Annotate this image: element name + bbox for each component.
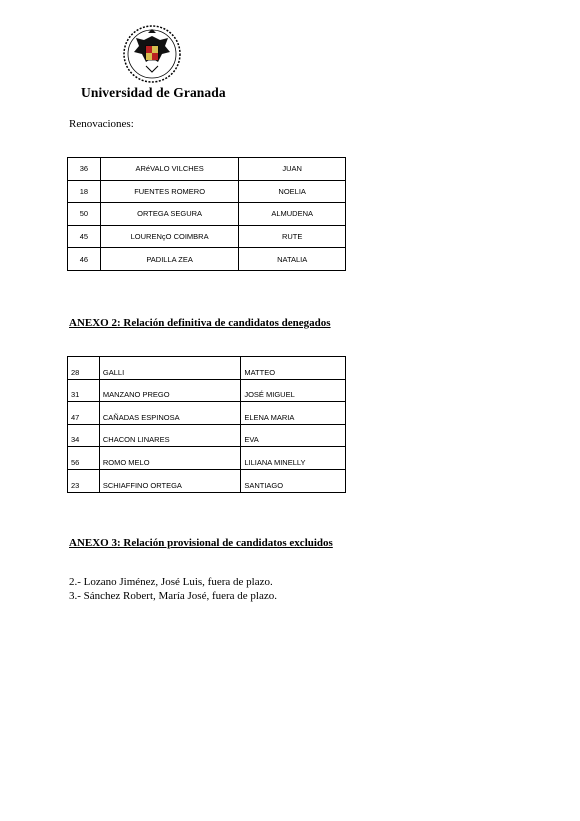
row-number: 47	[68, 402, 100, 425]
row-surname: GALLI	[99, 357, 240, 380]
row-surname: LOURENçO COIMBRA	[100, 225, 238, 248]
row-name: NOELIA	[239, 180, 346, 203]
row-surname: CHACON LINARES	[99, 424, 240, 447]
table-row	[68, 447, 346, 470]
table-row	[68, 225, 346, 248]
row-number: 56	[68, 447, 100, 470]
row-surname: SCHIAFFINO ORTEGA	[99, 469, 240, 492]
anexo-3-heading: ANEXO 3: Relación provisional de candidatos excluidos	[69, 537, 333, 549]
row-number: 45	[68, 225, 101, 248]
row-number: 34	[68, 424, 100, 447]
table-row	[68, 158, 346, 181]
row-name: JUAN	[239, 158, 346, 181]
row-surname: ORTEGA SEGURA	[100, 203, 238, 226]
renovaciones-table	[67, 157, 346, 271]
table-row	[68, 357, 346, 380]
table-row	[68, 469, 346, 492]
row-number: 46	[68, 248, 101, 271]
list-item: 2.- Lozano Jiménez, José Luis, fuera de plazo.	[69, 576, 273, 588]
table-row	[68, 402, 346, 425]
row-surname: ARéVALO VILCHES	[100, 158, 238, 181]
table-row	[68, 379, 346, 402]
anexo-2-heading: ANEXO 2: Relación definitiva de candidatos denegados	[69, 317, 331, 329]
row-number: 18	[68, 180, 101, 203]
university-coat-of-arms-icon	[122, 24, 182, 84]
row-number: 23	[68, 469, 100, 492]
row-number: 50	[68, 203, 101, 226]
row-surname: CAÑADAS ESPINOSA	[99, 402, 240, 425]
row-surname: ROMO MELO	[99, 447, 240, 470]
row-surname: MANZANO PREGO	[99, 379, 240, 402]
table-row	[68, 180, 346, 203]
row-name: JOSÉ MIGUEL	[241, 379, 346, 402]
denegados-table	[67, 356, 346, 493]
row-name: ELENA MARIA	[241, 402, 346, 425]
row-surname: FUENTES ROMERO	[100, 180, 238, 203]
row-name: EVA	[241, 424, 346, 447]
university-name: Universidad de Granada	[81, 85, 226, 100]
row-surname: PADILLA ZEA	[100, 248, 238, 271]
renovaciones-label: Renovaciones:	[69, 118, 134, 130]
table-row	[68, 203, 346, 226]
row-name: MATTEO	[241, 357, 346, 380]
row-name: NATALIA	[239, 248, 346, 271]
row-number: 36	[68, 158, 101, 181]
table-row	[68, 424, 346, 447]
row-number: 28	[68, 357, 100, 380]
row-number: 31	[68, 379, 100, 402]
table-row	[68, 248, 346, 271]
row-name: LILIANA MINELLY	[241, 447, 346, 470]
row-name: RUTE	[239, 225, 346, 248]
row-name: SANTIAGO	[241, 469, 346, 492]
list-item: 3.- Sánchez Robert, María José, fuera de plazo.	[69, 589, 278, 602]
excluded-list	[69, 576, 277, 603]
row-name: ALMUDENA	[239, 203, 346, 226]
